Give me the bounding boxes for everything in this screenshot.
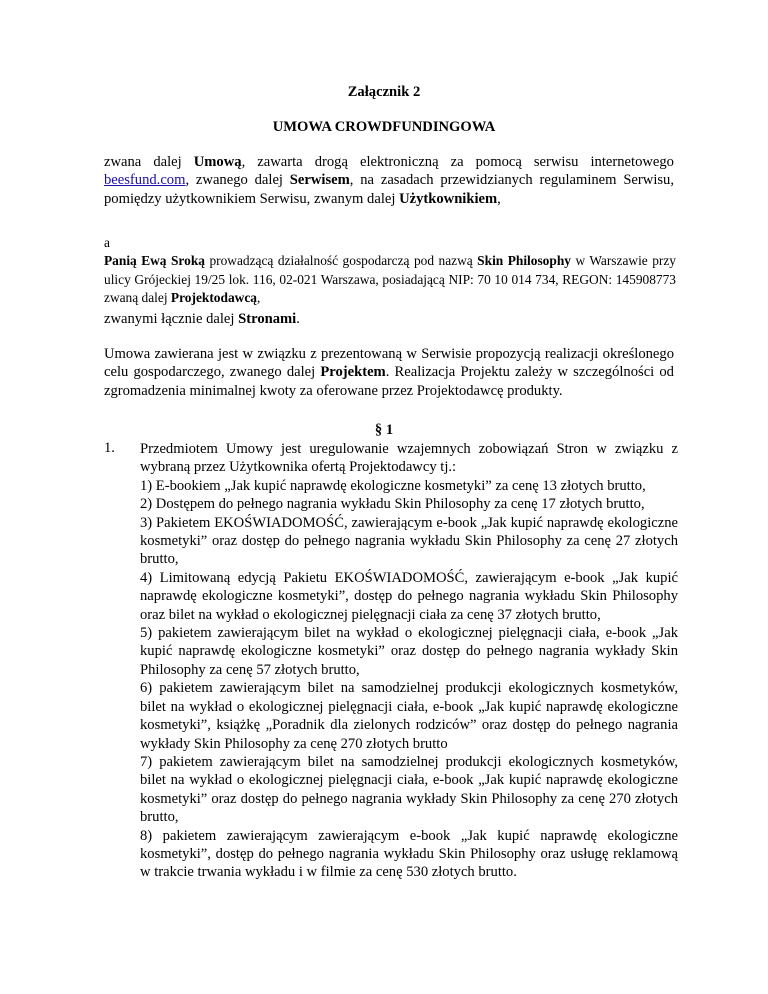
term-projektodawca: Projektodawcą <box>170 290 257 306</box>
beesfund-link[interactable]: beesfund.com <box>104 172 186 189</box>
term-strony: Stronami <box>238 311 297 327</box>
list-item: 7) pakietem zawierającym bilet na samodzielnej produkcji ekologicznych kosmetyków, bilet na wykład o ekologicznej pielęgnacji ciała, e-book „Jak kupić naprawdę ekologiczne kosmetyki” oraz dostęp do pełnego nagrania wykłady Skin Philosophy za cenę 270 złotych brutto, <box>140 753 678 826</box>
list-item: 5) pakietem zawierającym bilet na wykład o ekologicznej pielęgnacji ciała, e-book „Jak kupić naprawdę ekologiczne kosmetyki” oraz dostęp do pełnego nagrania wykłady Skin Philosophy za cenę 57 złotych brutto, <box>140 625 678 678</box>
list-item: 8) pakietem zawierającym zawierającym e-book „Jak kupić naprawdę ekologiczne kosmetyki”, dostęp do pełnego nagrania wykładu Skin Philosophy oraz usługę reklamową w trakcie trwania wykładu i w filmie za cenę 530 złotych brutto. <box>140 827 678 881</box>
party-text-2: w Warszawie przy ulicy Grójeckiej 19/25 lok. 116, 02-021 Warszawa, posiadającą NIP: 70 10 014 734, REGON: 145908773 zwaną dalej <box>104 253 677 306</box>
list-item: 6) pakietem zawierającym bilet na samodzielnej produkcji ekologicznych kosmetyków, bilet na wykład o ekologicznej pielęgnacji ciała, e-book „Jak kupić naprawdę ekologiczne kosmetyki”, książkę „Poradnik dla zielonych rodziców” oraz dostęp do pełnego nagrania wykłady Skin Philosophy za cenę 270 złotych brutto <box>140 680 678 752</box>
purpose-text-1: Umowa zawierana jest w związku z prezentowaną w Serwisie propozycją realizacji określonego celu gospodarczego, zwanego dalej <box>104 346 674 381</box>
clause-lead: Przedmiotem Umowy jest uregulowanie wzajemnych zobowiązań Stron w związku z wybraną przez Użytkownika ofertą Projektodawcy tj.: <box>140 441 678 476</box>
party-text-1: prowadzącą działalność gospodarczą pod nazwą <box>204 253 478 268</box>
annex-heading: Załącznik 2 <box>347 84 421 100</box>
section-heading: § 1 <box>374 422 394 438</box>
term-uzytkownik: Użytkownikiem <box>399 190 498 207</box>
list-item: 1) E-bookiem „Jak kupić naprawdę ekologiczne kosmetyki” za cenę 13 złotych brutto, <box>140 477 646 494</box>
contract-title: UMOWA CROWDFUNDINGOWA <box>272 119 496 135</box>
list-item: 4) Limitowaną edycją Pakietu EKOŚWIADOMOŚĆ, zawierającym e-book „Jak kupić naprawdę ekologiczne kosmetyki”, dostęp do pełnego nagrania wykładu Skin Philosophy oraz bilet na wykład o ekologicznej pielęgnacji ciała za cenę 37 złotych brutto, <box>140 569 678 623</box>
list-item: 2) Dostępem do pełnego nagrania wykładu Skin Philosophy za cenę 17 złotych brutto, <box>140 496 645 513</box>
list-item: 3) Pakietem EKOŚWIADOMOŚĆ, zawierającym e-book „Jak kupić naprawdę ekologiczne kosmetyki” oraz dostęp do pełnego nagrania wykładu Skin Philosophy za cenę 27 złotych brutto, <box>140 514 678 568</box>
clause-number: 1. <box>104 440 115 456</box>
parties-paragraph <box>104 310 674 328</box>
company-name: Skin Philosophy <box>477 253 571 268</box>
parties-text-1: zwanymi łącznie dalej <box>104 311 239 327</box>
intro-text-4: , na zasadach przewidzianych regulaminem Serwisu, pomiędzy użytkownikiem Serwisu, zwanym dalej <box>104 172 674 207</box>
conjunction-a: a <box>104 235 110 250</box>
intro-text-1: zwana dalej <box>104 154 194 170</box>
term-serwis: Serwisem <box>289 172 350 189</box>
intro-text-2: , zawarta drogą elektroniczną za pomocą serwisu internetowego <box>241 154 674 170</box>
intro-paragraph <box>104 153 674 208</box>
clause-body <box>140 440 678 882</box>
term-umowa: Umową <box>193 154 242 170</box>
purpose-paragraph <box>104 345 674 400</box>
intro-text-5: , <box>497 190 501 207</box>
intro-text-3: , zwanego dalej <box>185 172 290 189</box>
party-paragraph <box>104 252 676 308</box>
party-text-3: , <box>256 290 261 306</box>
party-name: Panią Ewą Sroką <box>104 253 205 268</box>
parties-text-2: . <box>296 311 300 327</box>
term-projekt: Projektem <box>320 364 386 381</box>
purpose-text-2: . Realizacja Projektu zależy w szczególności od zgromadzenia minimalnej kwoty za oferowane przez Projektodawcę produkty. <box>104 364 674 399</box>
